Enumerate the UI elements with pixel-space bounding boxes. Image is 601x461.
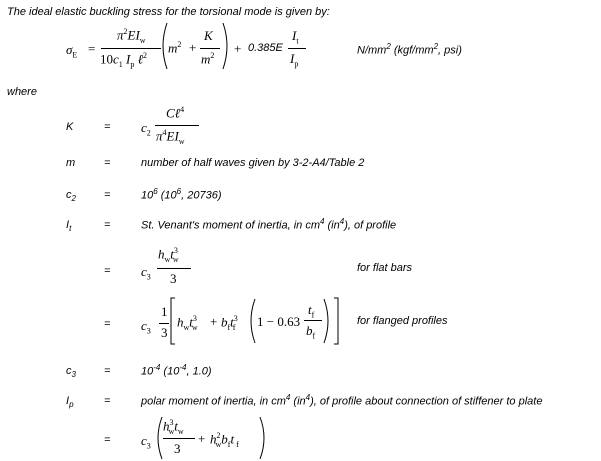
term1-numerator: $\pi^2EI_w$ bbox=[117, 27, 146, 45]
def-ip-formula-denominator: 3 bbox=[174, 441, 181, 456]
def-ip-formula-right-paren bbox=[258, 416, 268, 460]
def-k-prefix: $c_2$ bbox=[141, 120, 151, 138]
k-denominator: $m^2$ bbox=[201, 51, 215, 67]
def-flat-prefix: $c_3$ bbox=[141, 264, 151, 282]
def-k-symbol: K bbox=[66, 121, 74, 133]
right-paren bbox=[221, 22, 231, 70]
def-c3-symbol: $c_3$ bbox=[66, 365, 76, 380]
def-flanged-bf-tf: $b_ft^3_f$ bbox=[221, 314, 238, 332]
it-fraction-bar bbox=[288, 48, 306, 49]
def-flanged-hw-tw: $h_wt^3_w$ bbox=[177, 314, 198, 332]
def-flanged-tf: $t_f$ bbox=[308, 302, 315, 320]
def-flanged-three: 3 bbox=[161, 325, 168, 340]
sigma-e-symbol: $\sigma_E$ bbox=[66, 42, 78, 60]
def-c2-symbol: $c_2$ bbox=[66, 189, 76, 204]
def-k-denominator: $\pi^4EI_w$ bbox=[156, 128, 185, 146]
def-flanged-constant: 1 − 0.63 bbox=[257, 314, 301, 329]
def-k-numerator: Cℓ$^4$ bbox=[166, 105, 185, 121]
def-flanged-bf: $b_f$ bbox=[306, 323, 316, 341]
def-flanged-equals: = bbox=[104, 318, 111, 330]
ip-denominator: $I_p$ bbox=[290, 51, 299, 69]
def-c3-equals: = bbox=[104, 365, 111, 377]
term1-fraction-bar bbox=[101, 48, 161, 49]
def-flanged-right-paren bbox=[322, 298, 332, 344]
def-flat-numerator: $h_wt^3_w$ bbox=[158, 246, 179, 264]
def-it-equals: = bbox=[104, 219, 111, 231]
def-flanged-left-bracket bbox=[170, 297, 176, 345]
def-ip-formula-prefix: $c_3$ bbox=[141, 433, 151, 451]
def-m-text: number of half waves given by 3-2-A4/Table 2 bbox=[141, 157, 365, 169]
def-c2-equals: = bbox=[104, 189, 111, 201]
def-flat-note: for flat bars bbox=[357, 262, 413, 274]
plus-1: + bbox=[189, 40, 197, 55]
def-c3-text: $10^{-4}$ ($10^{-4}$, 1.0) bbox=[141, 363, 212, 378]
units-label: $N/mm^2$ ($kgf/mm^2$, psi) bbox=[357, 42, 462, 57]
def-flat-equals: = bbox=[104, 265, 111, 277]
def-flanged-left-paren bbox=[247, 298, 257, 344]
def-flanged-prefix: $c_3$ bbox=[141, 318, 151, 336]
equals-sign: = bbox=[88, 41, 96, 56]
k-numerator: K bbox=[204, 28, 213, 43]
def-flat-denominator: 3 bbox=[170, 271, 177, 286]
def-flanged-third-bar bbox=[159, 323, 169, 324]
def-ip-text: polar moment of inertia, in $cm^4$ $(in^4)$, of profile about connection of stiffener to plate bbox=[141, 393, 543, 408]
def-k-fraction-bar bbox=[155, 125, 199, 126]
def-flanged-right-bracket bbox=[333, 297, 339, 345]
def-ip-symbol: $I_p$ bbox=[66, 395, 74, 410]
def-flat-fraction-bar bbox=[157, 268, 191, 269]
it-numerator: $I_t$ bbox=[292, 28, 299, 46]
intro-text: The ideal elastic buckling stress for the torsional mode is given by: bbox=[7, 6, 330, 18]
plus-2: + bbox=[234, 41, 242, 56]
def-ip-formula-term2: $h^2_wb_ft$ $_f$ bbox=[210, 431, 239, 449]
def-it-symbol: $I_t$ bbox=[66, 219, 72, 234]
m-squared: $m^2$ bbox=[168, 40, 182, 56]
where-label: where bbox=[7, 86, 37, 98]
def-m-equals: = bbox=[104, 157, 111, 169]
term1-denominator: $10c_1$ $I_p$ ℓ$^2$ bbox=[100, 51, 148, 69]
def-c2-text: $10^6$ ($10^6$, 20736) bbox=[141, 187, 222, 202]
def-ip-formula-plus: + bbox=[198, 431, 206, 446]
def-ip-formula-equals: = bbox=[104, 434, 111, 446]
def-flanged-ratio-bar bbox=[304, 320, 322, 321]
def-flanged-plus: + bbox=[210, 314, 218, 329]
def-flanged-one: 1 bbox=[161, 304, 168, 319]
main-formula bbox=[0, 0, 601, 70]
def-ip-formula-fraction-bar bbox=[163, 438, 195, 439]
def-ip-equals: = bbox=[104, 395, 111, 407]
k-fraction-bar bbox=[200, 48, 220, 49]
def-m-symbol: m bbox=[66, 157, 76, 169]
coefficient: 0.385E bbox=[248, 42, 283, 54]
def-flanged-note: for flanged profiles bbox=[357, 315, 448, 327]
def-it-text: St. Venant's moment of inertia, in $cm^4$ $(in^4)$, of profile bbox=[141, 217, 397, 232]
def-ip-formula-numerator: $h^3_wt_w$ bbox=[163, 418, 184, 436]
def-k-equals: = bbox=[104, 121, 111, 133]
